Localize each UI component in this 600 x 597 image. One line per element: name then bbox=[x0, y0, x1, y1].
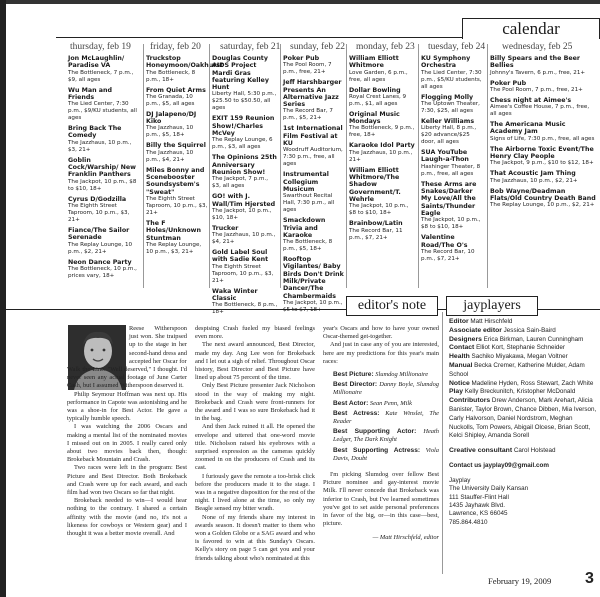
event-title: William Elliott Whitmore/The Shadow Government/T. Wehrle bbox=[349, 166, 401, 203]
col3-intro-2: And just in case any of you are interested, here are my predictions for this year's main races: bbox=[323, 341, 439, 365]
staff-role bbox=[449, 362, 597, 380]
prediction-item bbox=[323, 410, 439, 426]
event-title: That Acoustic Jam Thing bbox=[490, 170, 576, 178]
event-details: The Lied Center, 7:30 p.m., $9/KU students, all ages bbox=[68, 101, 137, 122]
event-details: Liberty Hall, 5:30 p.m., $25.50 to $50.50, all ages bbox=[212, 91, 277, 112]
day-column bbox=[146, 55, 224, 285]
day-heading: wednesday, feb 25 bbox=[502, 42, 573, 52]
staff-role bbox=[449, 380, 597, 389]
event-details: The Replay Lounge, 10 p.m., $3, 21+ bbox=[146, 241, 202, 255]
prediction-category: Best Actor: bbox=[333, 399, 369, 407]
staff-role bbox=[449, 344, 597, 353]
event-title: Flogging Molly bbox=[421, 93, 474, 101]
prediction-category: Best Actress: bbox=[333, 409, 380, 417]
event-details: The Jazzhaus, 10 p.m., $3, 21+ bbox=[68, 139, 132, 153]
prediction-item bbox=[323, 400, 439, 408]
day-column bbox=[68, 55, 140, 285]
event-details: Signs of Life, 7:30 p.m., free, all ages bbox=[490, 135, 595, 142]
page-number: 3 bbox=[585, 570, 594, 587]
staff-roles bbox=[449, 318, 597, 441]
calendar-event bbox=[146, 142, 208, 163]
event-details: The Jackpot, 9 p.m., $10 to $12, 18+ bbox=[490, 160, 594, 167]
prediction-item bbox=[323, 381, 439, 397]
address-line: Lawrence, KS 66045 bbox=[449, 510, 508, 518]
editors-note-paragraph: Only Best Picture presenter Jack Nicholson stood in the way of making my night. Brokeback and Crash were front-runners for the award and I was so sure Brokeback had it in the bag. bbox=[195, 382, 315, 423]
event-details: Hashinger Theater, 8 p.m., free, all ages bbox=[421, 163, 481, 177]
event-details: The Bottleneck, 9 p.m., free, 18+ bbox=[349, 125, 415, 139]
day-divider bbox=[143, 44, 144, 288]
calendar-event bbox=[68, 259, 140, 280]
column-divider bbox=[442, 312, 443, 574]
event-title: The F Holes/Unknown Stuntman bbox=[146, 219, 201, 242]
event-details: The Jackpot, 10 p.m., $8 to $10, 18+ bbox=[421, 217, 481, 231]
calendar-event bbox=[349, 220, 417, 241]
calendar-event bbox=[146, 220, 208, 256]
event-details: Aimee's Coffee House, 7 p.m., free, all ages bbox=[490, 104, 590, 118]
event-details: The Jackpot, 10 p.m., $8 to $10, 18+ bbox=[68, 178, 137, 192]
address-line: 1435 Jayhawk Blvd. bbox=[449, 501, 506, 509]
page-edge-left bbox=[0, 0, 6, 597]
calendar-event bbox=[421, 118, 485, 146]
role-label: Notice bbox=[449, 379, 470, 387]
role-label: Editor bbox=[449, 318, 469, 325]
event-details: The Jazzhaus, 10 p.m., 21+ bbox=[349, 149, 413, 163]
event-details: Liberty Hall, 8 p.m., $20 advance/$25 door, all ages bbox=[421, 125, 477, 146]
event-title: Jeff Harshbarger Presents An Alternative Jazz Series bbox=[283, 79, 342, 109]
event-title: Smackdown Trivia and Karaoke bbox=[283, 217, 326, 239]
editors-note-paragraph: Walk the Line. "Well deserved," I thought. I'd never seen any actual footage of June Carter Cash, but I assumed Witherspoon deserved it. bbox=[67, 366, 187, 390]
event-title: EXIT 159 Reunion Show!/Charles McVey bbox=[212, 115, 275, 138]
staff-role bbox=[449, 327, 597, 336]
event-title: The Americana Music Academy Jam bbox=[490, 121, 566, 136]
day-heading: friday, feb 20 bbox=[150, 42, 201, 52]
calendar-event bbox=[349, 142, 417, 163]
event-title: Bring Back The Comedy bbox=[68, 125, 122, 140]
prediction-pick: Viola Davis, Doubt bbox=[333, 446, 439, 462]
prediction-pick: Slumdog Millionaire bbox=[375, 371, 429, 379]
prediction-item bbox=[323, 447, 439, 463]
day-column bbox=[490, 55, 596, 285]
event-details: The Replay Lounge, 10 p.m., $2, 21+ bbox=[490, 202, 595, 209]
calendar-event bbox=[490, 55, 596, 77]
calendar-event bbox=[349, 87, 417, 108]
event-details: The Jazzhaus, 10 p.m., $5, 18+ bbox=[146, 125, 194, 139]
calendar-event bbox=[490, 170, 596, 184]
day-divider bbox=[209, 44, 210, 288]
role-names: Drew Anderson, Mark Arehart, Alicia Banister, Taylor Brown, Chance Dibben, Mia Iverson, Carly Halvorson, Daniel Nordstrom, Meghan Nuckolls, Tom Powers, Abigail Olcese, Brian Scott, Kelci Shipley, Amanda Sorell bbox=[449, 397, 597, 440]
event-title: Bob Wayne/Deadman Flats/Old Country Death Band bbox=[490, 187, 596, 202]
editors-note-paragraph: despising Crash fueled my biased feelings even more. bbox=[195, 325, 315, 341]
event-title: Billy Spears and the Beer Bellies bbox=[490, 55, 581, 70]
role-label: Contributors bbox=[449, 397, 491, 405]
event-details: The Bottleneck, 10 p.m., prices vary, 18+ bbox=[68, 265, 137, 279]
event-title: The Airborne Toxic Event/The Henry Clay People bbox=[490, 145, 594, 161]
day-heading: monday, feb 23 bbox=[356, 42, 415, 52]
event-title: Douglas County AIDS Project Mardi Gras featuring Kelley Hunt bbox=[212, 55, 269, 92]
event-title: These Arms are Snakes/Darker My Love/All the Saints/Thunder Eagle bbox=[421, 180, 477, 217]
event-title: SUA YouTube Laugh-a-Thon bbox=[421, 149, 469, 164]
event-title: Instrumental Collegium Musicum bbox=[283, 171, 329, 193]
staff-role bbox=[449, 336, 597, 345]
event-title: Dollar Bowling bbox=[349, 86, 401, 94]
event-details: The Replay Lounge, 6 p.m., $3, all ages bbox=[212, 137, 273, 151]
calendar-event bbox=[68, 55, 140, 84]
editors-note-paragraph: The next award announced, Best Director, made my day. Ang Lee won for Brokeback and I let out a sigh of relief. Throughout Oscar history, Best Director and Best Picture have lined up about 75 percent of the time. bbox=[195, 341, 315, 382]
event-details: The Bottleneck, 7 p.m., $9, all ages bbox=[68, 69, 134, 83]
prediction-pick: Heath Ledger, The Dark Knight bbox=[333, 428, 439, 444]
calendar-event bbox=[421, 149, 485, 178]
calendar-event bbox=[212, 249, 278, 285]
role-label: Play bbox=[449, 388, 463, 396]
calendar-event bbox=[490, 97, 596, 118]
editors-note-column-3 bbox=[323, 325, 439, 575]
editors-note-column-1 bbox=[67, 325, 187, 575]
editors-note-paragraph: Philip Seymour Hoffman was next up. His performance in Capote was astonishing and he was a shoe-in for Best Actor. He gave a typically humble speech. bbox=[67, 390, 187, 423]
prediction-pick: Sean Penn, Milk bbox=[369, 399, 412, 407]
prediction-category: Best Director: bbox=[333, 381, 378, 389]
address-line: 785.864.4810 bbox=[449, 518, 488, 526]
calendar-event bbox=[349, 167, 417, 217]
event-details: Woodruff Auditorium, 7:30 p.m., free, all ages bbox=[283, 147, 343, 168]
day-divider bbox=[280, 44, 281, 288]
role-label: Contact bbox=[449, 344, 475, 352]
event-title: Neon Dance Party bbox=[68, 258, 132, 266]
creative-label: Creative consultant bbox=[449, 447, 513, 455]
event-details: The Bottleneck, 8 p.m., 18+ bbox=[212, 302, 278, 316]
event-title: The Opinions 25th Anniversary Reunion Show! bbox=[212, 154, 277, 176]
event-title: Gold Label Soul with Sadie Kent bbox=[212, 249, 269, 264]
role-names: Madeline Hyden, Ross Stewart, Zach White bbox=[471, 379, 594, 387]
event-title: Poker Pub bbox=[283, 55, 320, 62]
calendar-event bbox=[349, 111, 417, 140]
calendar-event bbox=[490, 146, 596, 168]
event-title: Billy the Squirrel bbox=[146, 142, 206, 150]
calendar-event bbox=[349, 55, 417, 84]
event-title: Goblin Cock/Warship/ New Franklin Panthers bbox=[68, 156, 136, 179]
calendar-event bbox=[421, 94, 485, 115]
event-details: The Jazzhaus, 10 p.m., $2, 21+ bbox=[490, 177, 578, 184]
day-column bbox=[421, 55, 485, 285]
event-title: Trucker bbox=[212, 224, 239, 232]
event-title: Original Music Mondays bbox=[349, 110, 400, 126]
role-names: Elliot Kort, Stephanie Schneider bbox=[476, 344, 565, 352]
event-details: The Bottleneck, 8 p.m., 18+ bbox=[146, 69, 196, 83]
calendar-event bbox=[490, 80, 596, 94]
staff-role bbox=[449, 388, 597, 397]
editors-note-paragraph: And then Jack ruined it all. He opened the envelope and uttered that one-word movie title. Nicholson raised his eyebrows with a surprised expression as the cameras quickly zoomed in on the producers of Crash and its cast. bbox=[195, 423, 315, 472]
event-title: Cyrus D/Godzilla bbox=[68, 195, 127, 203]
event-details: The Bottleneck, 8 p.m., $5, 18+ bbox=[283, 239, 333, 253]
event-title: Brainbow/Latin bbox=[349, 220, 403, 228]
event-details: The Replay Lounge, 10 p.m., $2, 21+ bbox=[68, 241, 133, 255]
day-column bbox=[212, 55, 278, 316]
calendar-event bbox=[283, 55, 345, 76]
calendar-event bbox=[490, 121, 596, 143]
event-title: KU Symphony Orchestra bbox=[421, 55, 471, 70]
event-details: The Eighth Street Taproom, 10 p.m., $3, 21+ bbox=[68, 202, 130, 223]
event-title: Miles Bonny and Scenebooster Soundsystem's "Sweat" bbox=[146, 166, 205, 196]
editors-note-paragraph: Reese Witherspoon just won. She traipsed up to the stage in her second-hand dress and accepted her Oscar for bbox=[129, 325, 187, 365]
calendar-event bbox=[146, 167, 208, 217]
editors-note-paragraph: Brokeback needed to win—I would hear nothing to the contrary. I shared a certain affinity with the movie (and no, it's not a likeness for cowboys or Western gear) and I thought it was a better movie overall. And bbox=[67, 497, 187, 538]
day-divider bbox=[346, 44, 347, 288]
event-title: DJ Jalapeno/DJ Kiko bbox=[146, 110, 197, 126]
event-title: Fiance/The Sailor Serenade bbox=[68, 226, 130, 242]
predictions-list bbox=[323, 371, 439, 463]
editors-note-column-2 bbox=[195, 325, 315, 575]
event-details: The Record Bar, 11 p.m., $7, 21+ bbox=[349, 227, 403, 241]
calendar-event bbox=[212, 193, 278, 222]
calendar-title: calendar bbox=[462, 18, 600, 39]
editors-note-paragraph: None of my friends share my interest in awards season. It doesn't matter to them who won a Golden Globe or a SAG award and who is favored to win at this Sunday's Oscars. Kelly's story on page 5 can get you and your friends talking about who's nominated at this bbox=[195, 513, 315, 562]
day-divider bbox=[487, 44, 488, 288]
prediction-category: Best Supporting Actress: bbox=[333, 446, 421, 454]
calendar-event bbox=[68, 87, 140, 123]
event-details: The Jazzhaus, 10 p.m., $4, 21+ bbox=[212, 232, 276, 246]
day-heading: thursday, feb 19 bbox=[70, 42, 131, 52]
col3-outro: I'm picking Slumdog over fellow Best Picture nominee and gay-interest movie Milk. I'll never concede that Brokeback was inferior to Crash, but I've learned sometimes you've got to set aside personal preferences in favor of the big, or—in this case—best, picture. bbox=[323, 471, 439, 528]
prediction-category: Best Picture: bbox=[333, 371, 374, 379]
event-details: The Jackpot, 7 p.m., $3, all ages bbox=[212, 176, 268, 190]
calendar-event bbox=[421, 181, 485, 231]
event-title: Valentine Road/The O's bbox=[421, 234, 468, 249]
role-names: Becka Cremer, Katherine Mulder, Adam School bbox=[449, 361, 585, 378]
role-names: Erica Birkman, Lauren Cunningham bbox=[483, 335, 584, 343]
role-label: Manual bbox=[449, 361, 473, 369]
event-details: Johnny's Tavern, 6 p.m., free, 21+ bbox=[490, 69, 586, 76]
creative-consultant bbox=[449, 447, 597, 456]
footer-date: February 19, 2009 bbox=[488, 576, 552, 586]
calendar-event bbox=[283, 256, 345, 314]
staff-list bbox=[449, 318, 597, 527]
prediction-item bbox=[323, 428, 439, 444]
page-edge-top bbox=[6, 0, 600, 4]
role-names: Jessica Sain-Baird bbox=[503, 326, 556, 334]
calendar-event bbox=[146, 87, 208, 108]
calendar-event bbox=[490, 188, 596, 210]
role-names: Kelly Breckunitch, Kristopher McDonald bbox=[464, 388, 576, 396]
staff-role bbox=[449, 318, 597, 327]
staff-role bbox=[449, 353, 597, 362]
event-title: Poker Pub bbox=[490, 79, 527, 87]
event-title: Karaoke Idol Party bbox=[349, 142, 415, 150]
creative-name: Carol Holstead bbox=[513, 447, 556, 455]
role-label: Associate editor bbox=[449, 326, 502, 334]
event-details: Swarthout Recital Hall, 7:30 p.m., all ages bbox=[283, 193, 335, 214]
address-line: Jayplay bbox=[449, 476, 471, 484]
event-details: The Uptown Theater, 7:30, $25, all ages bbox=[421, 100, 480, 114]
prediction-category: Best Supporting Actor: bbox=[333, 428, 417, 436]
day-divider bbox=[418, 44, 419, 288]
event-title: GO! with J. Wall/Tim Hjersted bbox=[212, 193, 276, 208]
calendar-event bbox=[68, 125, 140, 154]
event-title: Wu Man and Friends bbox=[68, 86, 113, 101]
event-details: The Jackpot, 10 p.m., $8 to $10, 18+ bbox=[349, 203, 409, 217]
event-details: The Record Bar, 7 p.m., $5, 21+ bbox=[283, 108, 333, 122]
col3-intro-1: year's Oscars and how to have your owned Oscar-themed get-together. bbox=[323, 325, 439, 341]
staff-role bbox=[449, 397, 597, 441]
calendar-event bbox=[212, 115, 278, 151]
event-details: The Record Bar, 10 p.m., $7, 21+ bbox=[421, 248, 475, 262]
calendar-event bbox=[283, 125, 345, 168]
event-title: Truckstop Honeymoon/Oakhurst bbox=[146, 55, 224, 70]
event-title: 1st International Film Festival at KU bbox=[283, 125, 343, 148]
day-column bbox=[283, 55, 345, 313]
day-column bbox=[349, 55, 417, 285]
editors-note-paragraph: I furiously gave the remote a too-brisk click before the producers made it to the stage. I was in a negative disposition for the rest of the night. I lived alone at the time, so only my Beagle sensed my bitter wrath. bbox=[195, 472, 315, 513]
address-line: 111 Stauffer-Flint Hall bbox=[449, 493, 509, 501]
role-names: Matt Hirschfeld bbox=[470, 318, 513, 325]
editors-note-paragraph: Two races were left in the program: Best Picture and Best Director. Both Brokeback and Crash were up for each award, and each film had won two Oscars so far that night. bbox=[67, 464, 187, 497]
event-details: The Eighth Street Taproom, 10 p.m., $3, 21+ bbox=[146, 195, 208, 216]
address-line: The University Daily Kansan bbox=[449, 485, 529, 493]
calendar-event bbox=[68, 196, 140, 224]
jayplayers-title: jayplayers bbox=[446, 296, 538, 316]
event-title: Jon McLaughlin/ Paradise VA bbox=[68, 55, 125, 70]
event-title: William Elliott Whitmore bbox=[349, 55, 399, 70]
calendar-event bbox=[283, 171, 345, 214]
editors-note-title: editor's note bbox=[346, 296, 438, 316]
calendar-event bbox=[421, 55, 485, 91]
calendar-event bbox=[421, 234, 485, 263]
role-label: Designers bbox=[449, 335, 482, 343]
prediction-pick: Danny Boyle, Slumdog Millionaire bbox=[333, 381, 439, 397]
day-heading: saturday, feb 21 bbox=[220, 42, 281, 52]
prediction-pick: Kate Winslet, The Reader bbox=[333, 409, 439, 426]
page-footer bbox=[488, 570, 594, 587]
calendar-event bbox=[212, 225, 278, 246]
event-title: Waka Winter Classic bbox=[212, 287, 258, 303]
calendar-event bbox=[68, 157, 140, 193]
calendar-event bbox=[212, 55, 278, 112]
event-details: The Granada, 10 p.m., $5, all ages bbox=[146, 93, 195, 107]
event-details: The Pool Room, 7 p.m., free, 21+ bbox=[490, 86, 583, 93]
event-title: Chess night at Aimee's bbox=[490, 96, 572, 104]
event-details: The Eighth Street Taproom, 10 p.m., $3, 21+ bbox=[212, 263, 274, 284]
event-title: Keller Williams bbox=[421, 117, 475, 125]
event-details: The Jackpot, 10 p.m., $5 to $7, 18+ bbox=[283, 299, 343, 313]
calendar-event bbox=[212, 154, 278, 190]
day-heading: sunday, feb 22 bbox=[290, 42, 346, 52]
event-title: Rooftop Vigilantes/ Baby Birds Don't Drink Milk/Private Dancer/The Chambermaids bbox=[283, 256, 344, 300]
calendar-event bbox=[68, 227, 140, 256]
event-details: Royal Crest Lanes, 9 p.m., $1, all ages bbox=[349, 93, 407, 107]
role-label: Health bbox=[449, 353, 470, 361]
contact-email[interactable]: Contact us jayplay09@gmail.com bbox=[449, 461, 549, 469]
calendar-event bbox=[146, 111, 208, 140]
calendar-event bbox=[146, 55, 224, 84]
editors-note-paragraph: I was watching the 2006 Oscars and making a mental list of the nominated movies I missed out on in 2005. I really cared only about two movies back then, though: Brokeback Mountain and Crash. bbox=[67, 423, 187, 464]
calendar-event bbox=[283, 79, 345, 122]
event-details: The Lied Center, 7:30 p.m., $5/KU students, all ages bbox=[421, 69, 482, 90]
event-title: From Quiet Arms bbox=[146, 86, 206, 94]
event-details: The Pool Room, 7 p.m., free, 21+ bbox=[283, 62, 332, 76]
calendar-event bbox=[283, 217, 345, 253]
prediction-item bbox=[323, 371, 439, 379]
calendar-event bbox=[212, 288, 278, 317]
day-heading: tuesday, feb 24 bbox=[428, 42, 486, 52]
event-details: The Jackpot, 10 p.m., $10, 18+ bbox=[212, 207, 272, 221]
event-details: Love Garden, 6 p.m., free, all ages bbox=[349, 69, 408, 83]
event-details: The Jazzhaus, 10 p.m., $4, 21+ bbox=[146, 149, 194, 163]
role-names: Sachiko Miyakawa, Megan Voltner bbox=[471, 353, 568, 361]
mailing-address bbox=[449, 477, 597, 527]
editor-signature: — Matt Hirschfeld, editor bbox=[372, 534, 439, 542]
